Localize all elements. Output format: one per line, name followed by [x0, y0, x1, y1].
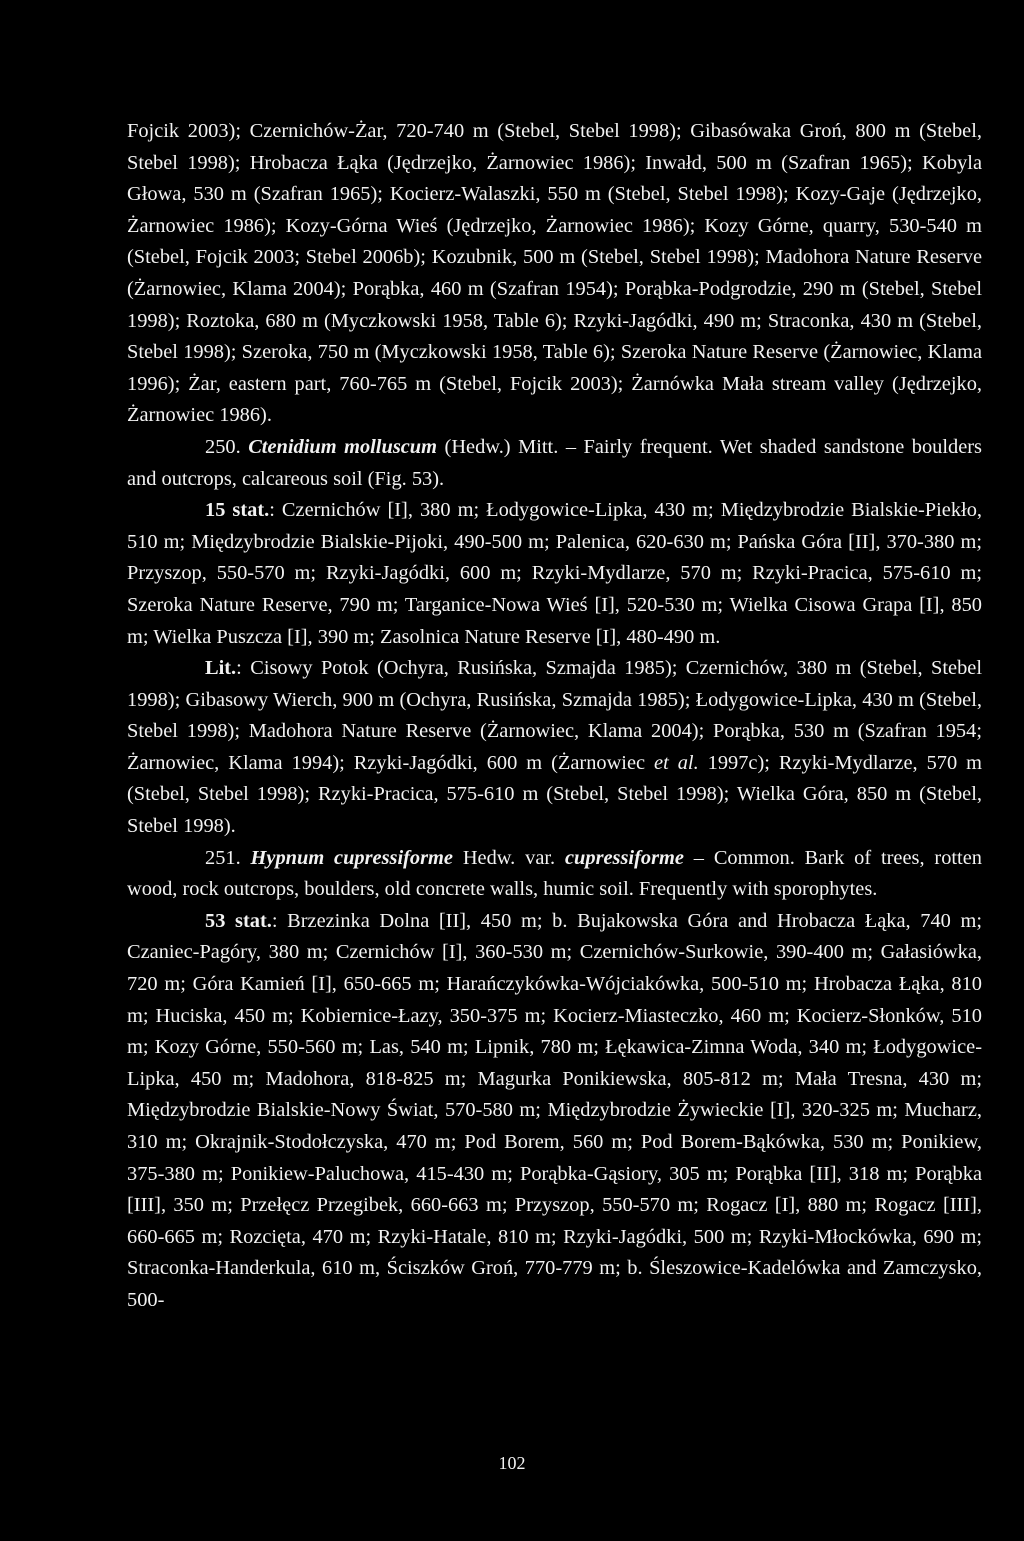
body-text — [127, 116, 982, 1317]
species-name: Ctenidium molluscum — [248, 435, 438, 458]
entry-250-literature — [127, 653, 982, 843]
entry-250-header — [127, 432, 982, 495]
literature-et-al: et al. — [654, 751, 699, 774]
entry-number: 251. — [205, 846, 241, 869]
literature-label: Lit. — [205, 657, 237, 680]
stations-label: 53 stat. — [205, 909, 272, 932]
literature-text-a: : Cisowy Potok (Ochyra, Rusińska, Szmajda 1985); Czernichów, 380 m (Stebel, Stebel 1998); Gibasowy Wierch, 900 m (Ochyra, Rusińska, Szmajda 1985); Łodygowice-Lipka, 430 m (Stebel, Stebel 1998); Madohora Nature Reserve (Żarnowiec, Klama 2004); Porąbka, 530 m (Szafran 1954; Żarnowiec, Klama 1994); Rzyki-Jagódki, 600 m (Żarnowiec — [127, 657, 982, 774]
stations-text: : Czernichów [I], 380 m; Łodygowice-Lipka, 430 m; Międzybrodzie Bialskie-Piekło, 510 m; Międzybrodzie Bialskie-Pijoki, 490-500 m; Palenica, 620-630 m; Pańska Góra [II], 370-380 m; Przyszop, 550-570 m; Rzyki-Jagódki, 600 m; Rzyki-Mydlarze, 570 m; Rzyki-Pracica, 575-610 m; Szeroka Nature Reserve, 790 m; Targanice-Nowa Wieś [I], 520-530 m; Wielka Cisowa Grapa [I], 850 m; Wielka Puszcza [I], 390 m; Zasolnica Nature Reserve [I], 480-490 m. — [127, 499, 982, 648]
literature-text-b: 1997c); Rzyki-Mydlarze, 570 m (Stebel, Stebel 1998); Rzyki-Pracica, 575-610 m (Stebel, Stebel 1998); Wielka Góra, 850 m (Stebel, Stebel 1998). — [127, 751, 982, 838]
species-author: Hedw. var. — [462, 846, 556, 869]
entry-number: 250. — [205, 435, 241, 458]
entry-251-header — [127, 843, 982, 906]
species-author: (Hedw.) Mitt. — [444, 435, 559, 458]
entry-251-stations — [127, 906, 982, 1317]
stations-text: : Brzezinka Dolna [II], 450 m; b. Bujakowska Góra and Hrobacza Łąka, 740 m; Czaniec-Pagóry, 380 m; Czernichów [I], 360-530 m; Czernichów-Surkowie, 390-400 m; Gałasiówka, 720 m; Góra Kamień [I], 650-665 m; Harańczykówka-Wójciakówka, 500-510 m; Hrobacza Łąka, 810 m; Huciska, 450 m; Kobiernice-Łazy, 350-375 m; Kocierz-Miasteczko, 460 m; Kocierz-Słonków, 510 m; Kozy Górne, 550-560 m; Las, 540 m; Lipnik, 780 m; Łękawica-Zimna Woda, 340 m; Łodygowice-Lipka, 450 m; Madohora, 818-825 m; Magurka Ponikiewska, 805-812 m; Mała Tresna, 430 m; Międzybrodzie Bialskie-Nowy Świat, 570-580 m; Międzybrodzie Żywieckie [I], 320-325 m; Mucharz, 310 m; Okrajnik-Stodołczyska, 470 m; Pod Borem, 560 m; Pod Borem-Bąkówka, 530 m; Ponikiew, 375-380 m; Ponikiew-Paluchowa, 415-430 m; Porąbka-Gąsiory, 305 m; Porąbka [II], 318 m; Porąbka [III], 350 m; Przełęcz Przegibek, 660-663 m; Przyszop, 550-570 m; Rogacz [I], 880 m; Rogacz [III], 660-665 m; Rozcięta, 470 m; Rzyki-Hatale, 810 m; Rzyki-Jagódki, 500 m; Rzyki-Młockówka, 690 m; Straconka-Handerkula, 610 m, Ściszków Groń, 770-779 m; b. Śleszowice-Kadelówka and Zamczysko, 500- — [127, 909, 982, 1311]
variety-name: cupressiforme — [564, 846, 684, 869]
entry-description: – Fairly frequent. Wet shaded sandstone boulders and outcrops, calcareous soil (Fig. 53). — [127, 435, 982, 490]
stations-label: 15 stat. — [205, 499, 270, 522]
paragraph-continued: Fojcik 2003); Czernichów-Żar, 720-740 m (Stebel, Stebel 1998); Gibasówaka Groń, 800 m (Stebel, Stebel 1998); Hrobacza Łąka (Jędrzejko, Żarnowiec 1986); Inwałd, 500 m (Szafran 1965); Kobyla Głowa, 530 m (Szafran 1965); Kocierz-Walaszki, 550 m (Stebel, Stebel 1998); Kozy-Gaje (Jędrzejko, Żarnowiec 1986); Kozy-Górna Wieś (Jędrzejko, Żarnowiec 1986); Kozy Górne, quarry, 530-540 m (Stebel, Fojcik 2003; Stebel 2006b); Kozubnik, 500 m (Stebel, Stebel 1998); Madohora Nature Reserve (Żarnowiec, Klama 2004); Porąbka, 460 m (Szafran 1954); Porąbka-Podgrodzie, 290 m (Stebel, Stebel 1998); Roztoka, 680 m (Myczkowski 1958, Table 6); Rzyki-Jagódki, 490 m; Straconka, 430 m (Stebel, Stebel 1998); Szeroka, 750 m (Myczkowski 1958, Table 6); Szeroka Nature Reserve (Żarnowiec, Klama 1996); Żar, eastern part, 760-765 m (Stebel, Fojcik 2003); Żarnówka Mała stream valley (Jędrzejko, Żarnowiec 1986). — [127, 120, 982, 427]
entry-description: – Common. Bark of trees, rotten wood, rock outcrops, boulders, old concrete walls, humic soil. Frequently with sporophytes. — [127, 846, 982, 901]
entry-250-stations — [127, 495, 982, 653]
page-number: 102 — [498, 1453, 526, 1473]
species-name: Hypnum cupressiforme — [250, 846, 453, 869]
